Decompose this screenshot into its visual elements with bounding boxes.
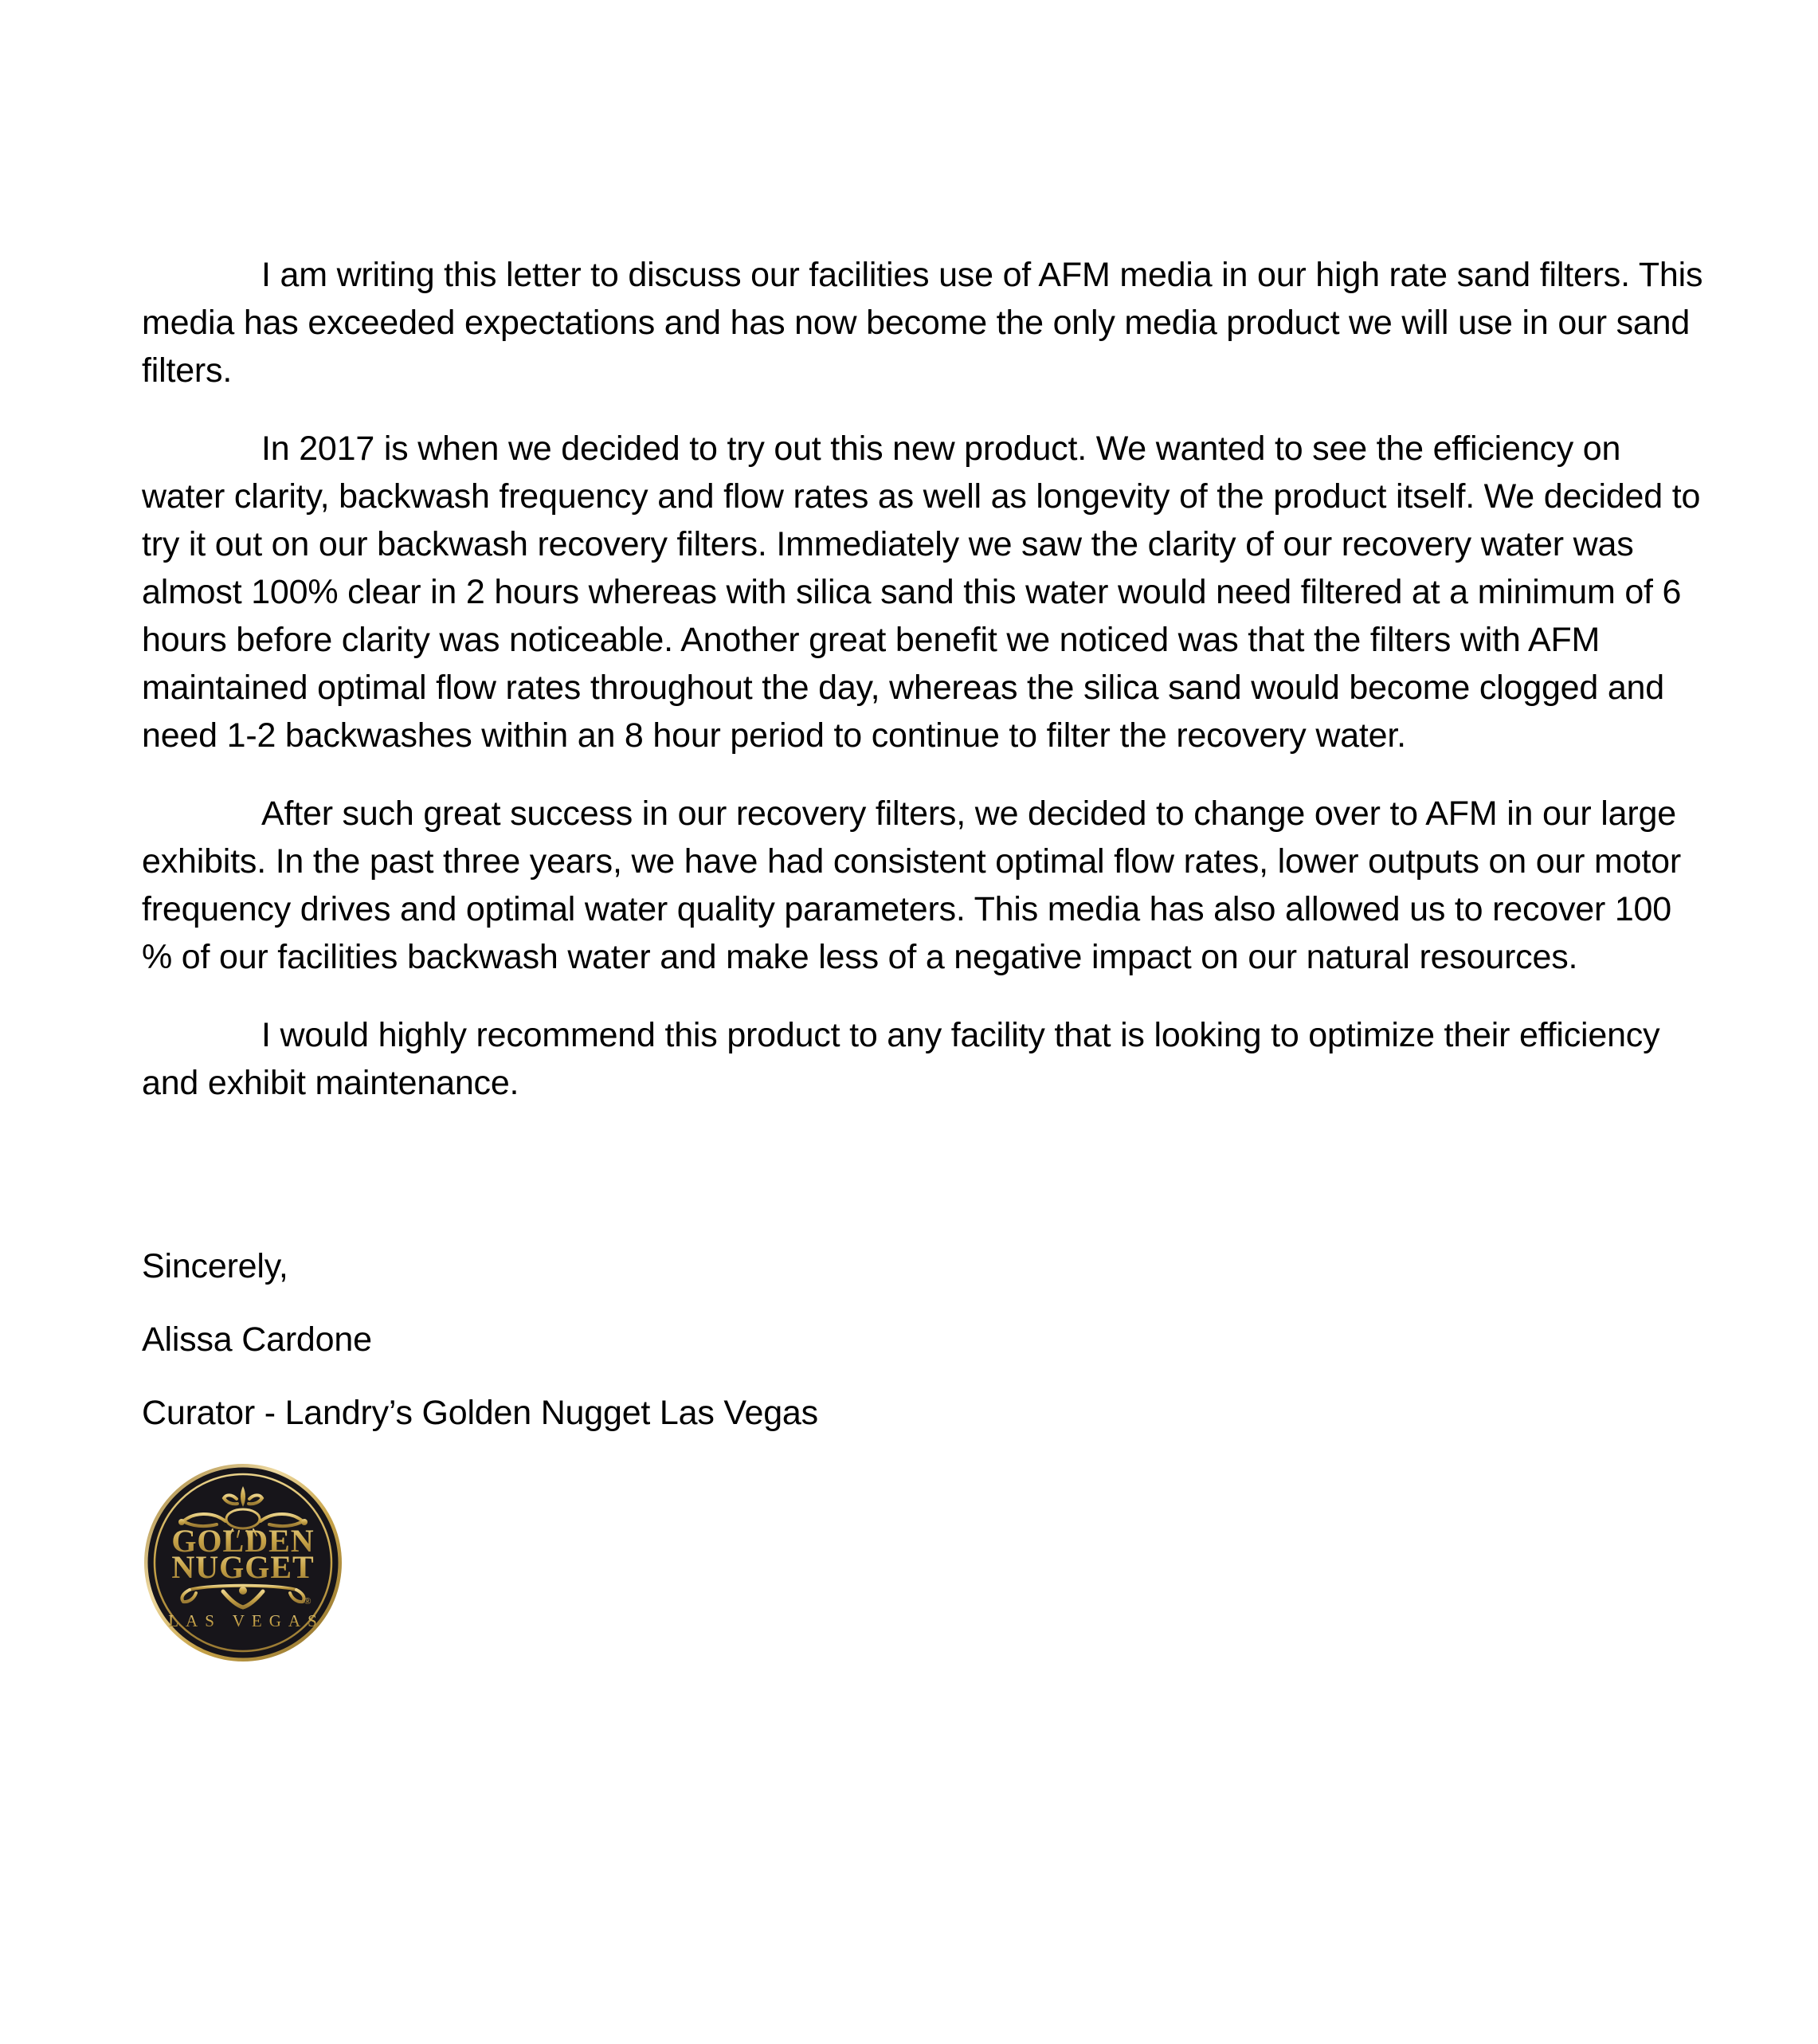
closing-salutation: Sincerely, [142, 1247, 288, 1285]
paragraph-intro: I am writing this letter to discuss our facilities use of AFM media in our high rate sand filters. This media has exceeded expectations and has now become the only media product we will use in our sand filters. [142, 256, 1703, 390]
paragraph-recommendation: I would highly recommend this product to any facility that is looking to optimize their efficiency and exhibit maintenance. [142, 1016, 1660, 1102]
paragraph-exhibits: After such great success in our recovery filters, we decided to change over to AFM in our large exhibits. In the past three years, we have had consistent optimal flow rates, lower outputs on our motor frequency drives and optimal water quality parameters. This media has also allowed us to recover 100 % of our facilities backwash water and make less of a negative impact on our natural resources. [142, 794, 1681, 976]
signer-name: Alissa Cardone [142, 1320, 372, 1359]
signer-title: Curator - Landry’s Golden Nugget Las Vegas [142, 1394, 818, 1432]
logo-text-golden: GOLDEN [171, 1523, 315, 1559]
logo-text-nugget: NUGGET [171, 1549, 315, 1585]
logo-text-las-vegas: LAS VEGAS [168, 1611, 324, 1630]
letter-body [142, 251, 1703, 1663]
signature-block [142, 1242, 1703, 1437]
golden-nugget-logo [143, 1462, 343, 1663]
golden-nugget-logo-svg [143, 1462, 343, 1663]
paragraph-trial-2017: In 2017 is when we decided to try out this new product. We wanted to see the efficiency on water clarity, backwash frequency and flow rates as well as longevity of the product itself. We decided to try it out on our backwash recovery filters. Immediately we saw the clarity of our recovery water was almost 100% clear in 2 hours whereas with silica sand this water would need filtered at a minimum of 6 hours before clarity was noticeable. Another great benefit we noticed was that the filters with AFM maintained optimal flow rates throughout the day, whereas the silica sand would become clogged and need 1-2 backwashes within an 8 hour period to continue to filter the recovery water. [142, 430, 1701, 755]
logo-registered-mark: ® [304, 1595, 311, 1607]
